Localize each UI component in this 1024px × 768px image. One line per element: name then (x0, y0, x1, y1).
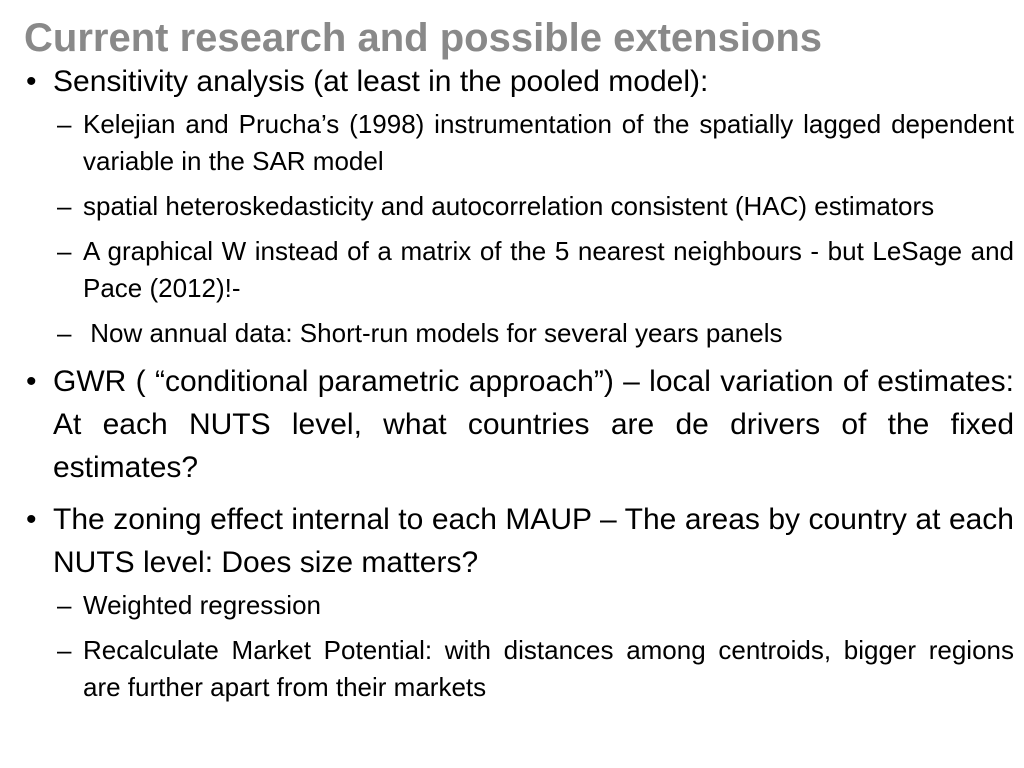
dash-marker: – (57, 635, 72, 665)
sub-item-text: spatial heteroskedasticity and autocorrelation consistent (HAC) estimators (83, 191, 935, 221)
sub-item-annual-data (24, 315, 1014, 352)
sub-item-market-potential (24, 632, 1014, 706)
sub-item-graphical-w (24, 233, 1014, 307)
dash-marker: – (57, 109, 72, 139)
dash-marker: – (57, 318, 72, 348)
sub-item-text: Recalculate Market Potential: with distances among centroids, bigger regions are further apart from their markets (83, 635, 1014, 702)
sub-item-text: Kelejian and Prucha’s (1998) instrumentation of the spatially lagged dependent variable in the SAR model (83, 109, 1014, 176)
bullet-item-sensitivity (24, 60, 1014, 103)
sub-item-hac (24, 188, 1014, 225)
bullet-marker: • (26, 503, 37, 536)
bullet-item-zoning (24, 498, 1014, 584)
bullet-text: Sensitivity analysis (at least in the pooled model): (53, 65, 709, 98)
sub-item-weighted-regression (24, 587, 1014, 624)
bullet-text: The zoning effect internal to each MAUP – The areas by country at each NUTS level: Does size matters? (53, 503, 1014, 579)
bullet-text: GWR ( “conditional parametric approach”) – local variation of estimates: At each NUTS level, what countries are de drivers of the fixed estimates? (53, 365, 1014, 484)
dash-marker: – (57, 236, 72, 266)
dash-marker: – (57, 191, 72, 221)
dash-marker: – (57, 590, 72, 620)
bullet-marker: • (26, 365, 37, 398)
slide-content (24, 60, 1014, 714)
bullet-item-gwr (24, 360, 1014, 489)
slide-title: Current research and possible extensions (24, 16, 823, 60)
bullet-marker: • (26, 65, 37, 98)
sub-item-text: Now annual data: Short-run models for several years panels (83, 318, 783, 348)
sub-item-kelejian (24, 106, 1014, 180)
sub-item-text: Weighted regression (83, 590, 321, 620)
sub-item-text: A graphical W instead of a matrix of the 5 nearest neighbours - but LeSage and Pace (2012)!- (83, 236, 1014, 303)
